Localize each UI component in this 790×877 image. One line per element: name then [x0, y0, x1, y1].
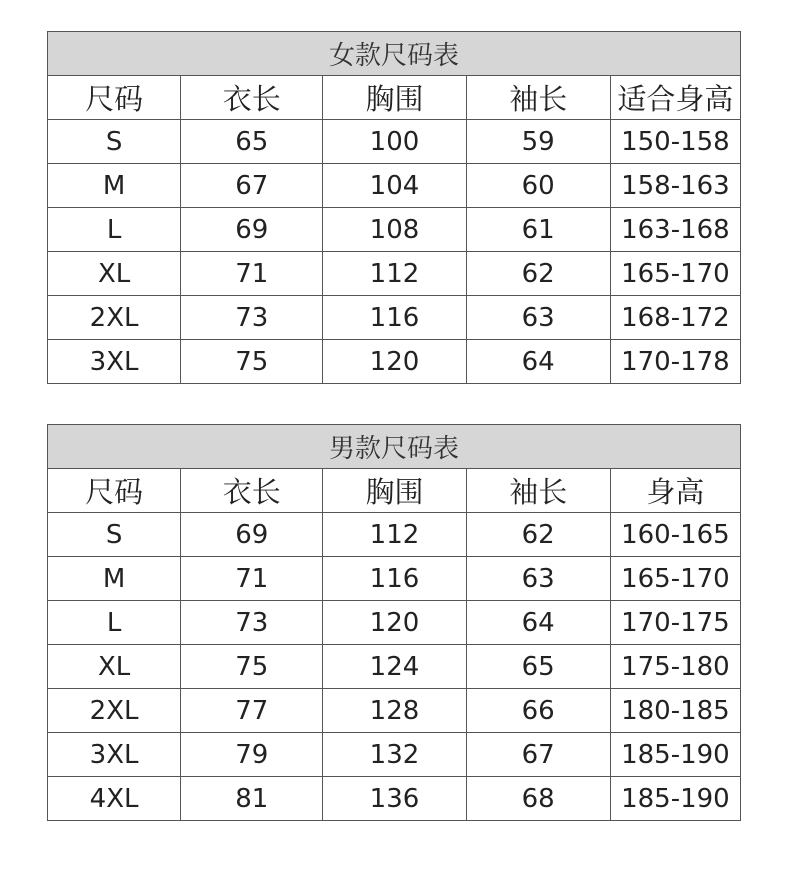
- table-row: [48, 120, 741, 164]
- size-cell: 3XL: [48, 733, 181, 777]
- table-row: [48, 733, 741, 777]
- table-row: [48, 252, 741, 296]
- column-header-length: 衣长: [181, 76, 323, 120]
- length-cell: 73: [181, 296, 323, 340]
- chest-cell: 112: [323, 252, 466, 296]
- size-cell: M: [48, 557, 181, 601]
- women-table-title: 女款尺码表: [48, 32, 741, 76]
- chest-cell: 112: [323, 513, 466, 557]
- length-cell: 71: [181, 252, 323, 296]
- size-cell: XL: [48, 252, 181, 296]
- column-header-size: 尺码: [48, 469, 181, 513]
- size-cell: 2XL: [48, 296, 181, 340]
- sleeve-cell: 59: [466, 120, 610, 164]
- column-header-sleeve: 袖长: [466, 469, 610, 513]
- size-cell: M: [48, 164, 181, 208]
- height-cell: 180-185: [610, 689, 740, 733]
- table-row: [48, 601, 741, 645]
- chest-cell: 132: [323, 733, 466, 777]
- table-row: [48, 777, 741, 821]
- women-table-header-row: [48, 76, 741, 120]
- table-row: [48, 689, 741, 733]
- length-cell: 81: [181, 777, 323, 821]
- length-cell: 75: [181, 340, 323, 384]
- sleeve-cell: 68: [466, 777, 610, 821]
- size-cell: 3XL: [48, 340, 181, 384]
- size-cell: 4XL: [48, 777, 181, 821]
- size-cell: L: [48, 601, 181, 645]
- chest-cell: 108: [323, 208, 466, 252]
- table-row: [48, 164, 741, 208]
- height-cell: 170-178: [610, 340, 740, 384]
- length-cell: 67: [181, 164, 323, 208]
- size-cell: S: [48, 120, 181, 164]
- length-cell: 65: [181, 120, 323, 164]
- height-cell: 158-163: [610, 164, 740, 208]
- column-header-sleeve: 袖长: [466, 76, 610, 120]
- height-cell: 168-172: [610, 296, 740, 340]
- length-cell: 69: [181, 208, 323, 252]
- women-table-title-row: [48, 32, 741, 76]
- size-cell: L: [48, 208, 181, 252]
- men-table-title-row: [48, 425, 741, 469]
- table-row: [48, 296, 741, 340]
- height-cell: 165-170: [610, 252, 740, 296]
- table-row: [48, 557, 741, 601]
- column-header-height: 适合身高: [610, 76, 740, 120]
- column-header-chest: 胸围: [323, 76, 466, 120]
- column-header-chest: 胸围: [323, 469, 466, 513]
- women-size-table: [47, 31, 741, 384]
- height-cell: 170-175: [610, 601, 740, 645]
- length-cell: 73: [181, 601, 323, 645]
- sleeve-cell: 63: [466, 557, 610, 601]
- height-cell: 160-165: [610, 513, 740, 557]
- sleeve-cell: 67: [466, 733, 610, 777]
- length-cell: 71: [181, 557, 323, 601]
- sleeve-cell: 63: [466, 296, 610, 340]
- height-cell: 165-170: [610, 557, 740, 601]
- sleeve-cell: 60: [466, 164, 610, 208]
- sleeve-cell: 61: [466, 208, 610, 252]
- chest-cell: 100: [323, 120, 466, 164]
- men-table-title: 男款尺码表: [48, 425, 741, 469]
- column-header-size: 尺码: [48, 76, 181, 120]
- length-cell: 69: [181, 513, 323, 557]
- sleeve-cell: 64: [466, 601, 610, 645]
- sleeve-cell: 65: [466, 645, 610, 689]
- height-cell: 185-190: [610, 777, 740, 821]
- chest-cell: 128: [323, 689, 466, 733]
- length-cell: 75: [181, 645, 323, 689]
- size-cell: S: [48, 513, 181, 557]
- chest-cell: 116: [323, 296, 466, 340]
- length-cell: 79: [181, 733, 323, 777]
- size-cell: XL: [48, 645, 181, 689]
- length-cell: 77: [181, 689, 323, 733]
- sleeve-cell: 62: [466, 252, 610, 296]
- chest-cell: 124: [323, 645, 466, 689]
- height-cell: 185-190: [610, 733, 740, 777]
- chest-cell: 104: [323, 164, 466, 208]
- table-row: [48, 340, 741, 384]
- chest-cell: 120: [323, 601, 466, 645]
- chest-cell: 120: [323, 340, 466, 384]
- table-row: [48, 513, 741, 557]
- height-cell: 175-180: [610, 645, 740, 689]
- height-cell: 163-168: [610, 208, 740, 252]
- table-row: [48, 208, 741, 252]
- height-cell: 150-158: [610, 120, 740, 164]
- column-header-height: 身高: [610, 469, 740, 513]
- chest-cell: 136: [323, 777, 466, 821]
- men-table-header-row: [48, 469, 741, 513]
- sleeve-cell: 64: [466, 340, 610, 384]
- men-size-table: [47, 424, 741, 821]
- column-header-length: 衣长: [181, 469, 323, 513]
- table-row: [48, 645, 741, 689]
- sleeve-cell: 66: [466, 689, 610, 733]
- sleeve-cell: 62: [466, 513, 610, 557]
- size-cell: 2XL: [48, 689, 181, 733]
- chest-cell: 116: [323, 557, 466, 601]
